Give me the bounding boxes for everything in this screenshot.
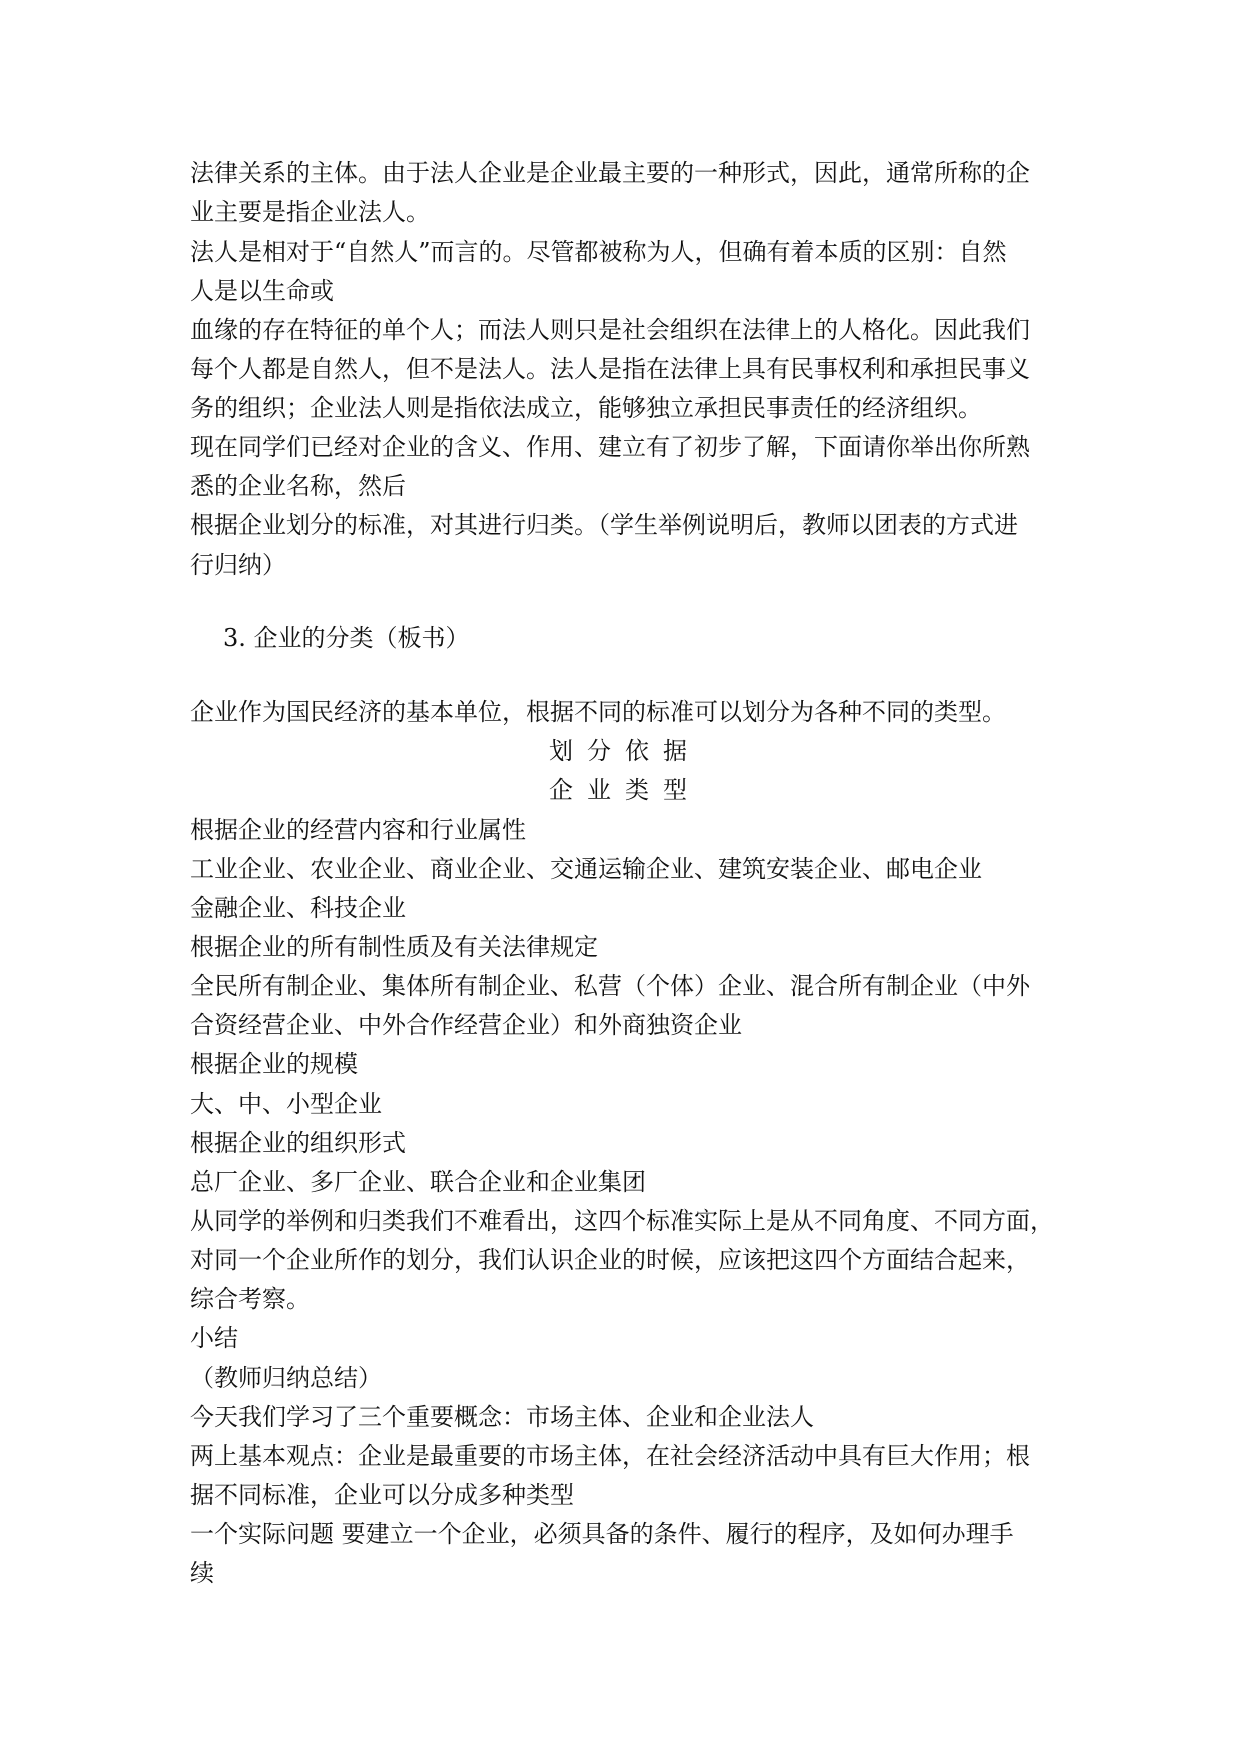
paragraph-line: 对同一个企业所作的划分，我们认识企业的时候，应该把这四个方面结合起来， [190, 1246, 1030, 1274]
table-cell-type: 总厂企业、多厂企业、联合企业和企业集团 [190, 1168, 646, 1196]
table-cell-type: 金融企业、科技企业 [190, 894, 406, 922]
summary-heading: 小结 [190, 1324, 238, 1352]
table-cell-basis: 根据企业的组织形式 [190, 1129, 406, 1157]
paragraph-line: 现在同学们已经对企业的含义、作用、建立有了初步了解，下面请你举出你所熟 [190, 433, 1030, 461]
table-cell-basis: 根据企业的经营内容和行业属性 [190, 816, 526, 844]
table-cell-type: 大、中、小型企业 [190, 1090, 382, 1118]
paragraph-line: 每个人都是自然人，但不是法人。法人是指在法律上具有民事权利和承担民事义 [190, 355, 1030, 383]
paragraph-line: 法人是相对于“自然人”而言的。尽管都被称为人，但确有着本质的区别：自然 [190, 238, 1007, 266]
paragraph-line: 业主要是指企业法人。 [190, 198, 430, 226]
table-header-basis: 划分依据 [549, 737, 701, 765]
table-cell-type: 合资经营企业、中外合作经营企业）和外商独资企业 [190, 1011, 742, 1039]
paragraph-line: 务的组织；企业法人则是指依法成立，能够独立承担民事责任的经济组织。 [190, 394, 982, 422]
paragraph-line: 根据企业划分的标准，对其进行归类。（学生举例说明后，教师以团表的方式进 [190, 511, 1018, 539]
paragraph-line: 企业作为国民经济的基本单位，根据不同的标准可以划分为各种不同的类型。 [190, 698, 1006, 726]
paragraph-line: 一个实际问题 要建立一个企业，必须具备的条件、履行的程序，及如何办理手 [190, 1520, 1014, 1548]
table-cell-type: 工业企业、农业企业、商业企业、交通运输企业、建筑安装企业、邮电企业 [190, 855, 982, 883]
paragraph-line: 续 [190, 1559, 214, 1587]
section-heading: 3. 企业的分类（板书） [223, 624, 470, 652]
paragraph-line: 综合考察。 [190, 1285, 310, 1313]
paragraph-line: 今天我们学习了三个重要概念：市场主体、企业和企业法人 [190, 1403, 814, 1431]
paragraph-line: 悉的企业名称，然后 [190, 472, 406, 500]
paragraph-line: 从同学的举例和归类我们不难看出，这四个标准实际上是从不同角度、不同方面， [190, 1207, 1054, 1235]
paragraph-line: （教师归纳总结） [190, 1364, 382, 1392]
paragraph-line: 法律关系的主体。由于法人企业是企业最主要的一种形式，因此，通常所称的企 [190, 159, 1030, 187]
paragraph-line: 血缘的存在特征的单个人；而法人则只是社会组织在法律上的人格化。因此我们 [190, 316, 1030, 344]
table-cell-type: 全民所有制企业、集体所有制企业、私营（个体）企业、混合所有制企业（中外 [190, 972, 1030, 1000]
paragraph-line: 据不同标准，企业可以分成多种类型 [190, 1481, 574, 1509]
paragraph-line: 两上基本观点：企业是最重要的市场主体，在社会经济活动中具有巨大作用；根 [190, 1442, 1030, 1470]
paragraph-line: 人是以生命或 [190, 277, 334, 305]
paragraph-line: 行归纳） [190, 551, 286, 579]
table-header-type: 企业类型 [549, 776, 701, 804]
table-cell-basis: 根据企业的所有制性质及有关法律规定 [190, 933, 598, 961]
table-cell-basis: 根据企业的规模 [190, 1050, 358, 1078]
